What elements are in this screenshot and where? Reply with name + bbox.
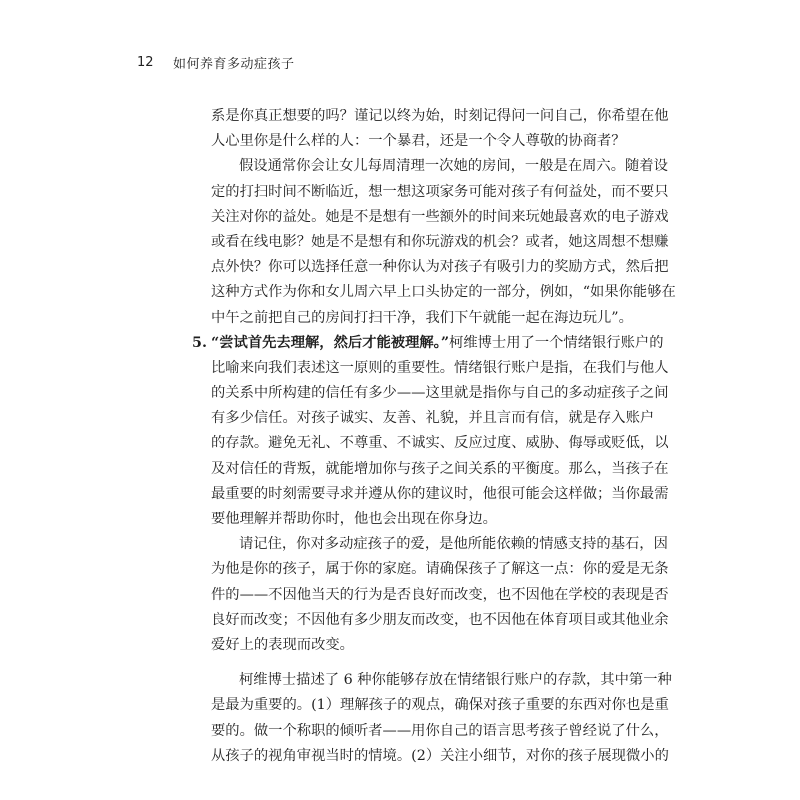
paragraph-chores-example	[211, 154, 676, 330]
text-line: 有多少信任。对孩子诚实、友善、礼貌，并且言而有信，就是存入账户	[211, 410, 655, 427]
text-line: 假设通常你会让女儿每周清理一次她的房间，一般是在周六。随着设	[239, 158, 668, 175]
text-line: 的关系中所构建的信任有多少——这里就是指你与自己的多动症孩子之间	[211, 385, 669, 402]
paragraph-six-deposits	[211, 668, 672, 769]
text-line: 关注对你的益处。她是不是想有一些额外的时间来玩她最喜欢的电子游戏	[211, 208, 669, 225]
text-line: 这种方式作为你和女儿周六早上口头协定的一部分，例如，“如果你能够在	[211, 284, 676, 301]
text-line: 定的打扫时间不断临近，想一想这项家务可能对孩子有何益处，而不要只	[211, 183, 669, 200]
text-line: 要他理解并帮助你时，他也会出现在你身边。	[211, 511, 497, 527]
book-title: 如何养育多动症孩子	[173, 56, 295, 72]
text-line: 点外快？你可以选择任意一种你认为对孩子有吸引力的奖励方式，然后把	[211, 259, 669, 276]
page-number: 12	[137, 54, 154, 70]
bold-lead: “尝试首先去理解，然后才能被理解。”	[211, 334, 450, 351]
text-line: 人心里你是什么样的人：一个暴君，还是一个令人尊敬的协商者？	[211, 133, 626, 150]
text-line: 要的。做一个称职的倾听者——用你自己的语言思考孩子曾经说了什么，	[211, 722, 669, 739]
text-line: 比喻来向我们表述这一原则的重要性。情绪银行账户是指，在我们与他人	[211, 359, 669, 376]
text-line: 从孩子的视角审视当时的情境。(2）关注小细节，对你的孩子展现微小的	[211, 747, 669, 764]
text-line: 的存款。避免无礼、不尊重、不诚实、反应过度、威胁、侮辱或贬低，以	[211, 435, 669, 452]
running-head	[137, 52, 295, 72]
text-line: 中午之前把自己的房间打扫干净，我们下午就能一起在海边玩儿”。	[211, 309, 633, 326]
text-line: 良好而改变；不因他有多少朋友而改变，也不因他在体育项目或其他业余	[211, 611, 669, 628]
text-line: 及对信任的背叛，就能增加你与孩子之间关系的平衡度。那么，当孩子在	[211, 460, 669, 477]
body-text	[192, 104, 676, 769]
paragraph-gap	[211, 658, 629, 668]
text-line: 请记住，你对多动症孩子的爱，是他所能依赖的情感支持的基石，因	[239, 536, 668, 553]
numbered-item-5	[192, 331, 669, 533]
text-run: 柯维博士用了一个情绪银行账户的	[449, 334, 664, 351]
paragraph-continuation	[211, 104, 669, 154]
text-line: 最重要的时刻需要寻求并遵从你的建议时，他很可能会这样做；当你最需	[211, 485, 669, 502]
item-number: 5.	[192, 334, 207, 351]
text-line: 件的——不因他当天的行为是否良好而改变，也不因他在学校的表现是否	[211, 586, 669, 603]
text-line: 为他是你的孩子，属于你的家庭。请确保孩子了解这一点：你的爱是无条	[211, 561, 669, 578]
text-line	[211, 331, 664, 356]
text-line: 或看在线电影？她是不是想有和你玩游戏的机会？或者，她这周想不想赚	[211, 233, 669, 250]
paragraph-unconditional-love	[211, 532, 669, 658]
text-line: 柯维博士描述了 6 种你能够存放在情绪银行账户的存款，其中第一种	[239, 672, 672, 689]
text-line: 爱好上的表现而改变。	[211, 636, 354, 653]
text-line: 是最为重要的。(1）理解孩子的观点，确保对孩子重要的东西对你也是重	[211, 697, 669, 714]
text-line: 系是你真正想要的吗？谨记以终为始，时刻记得问一问自己，你希望在他	[211, 108, 669, 124]
